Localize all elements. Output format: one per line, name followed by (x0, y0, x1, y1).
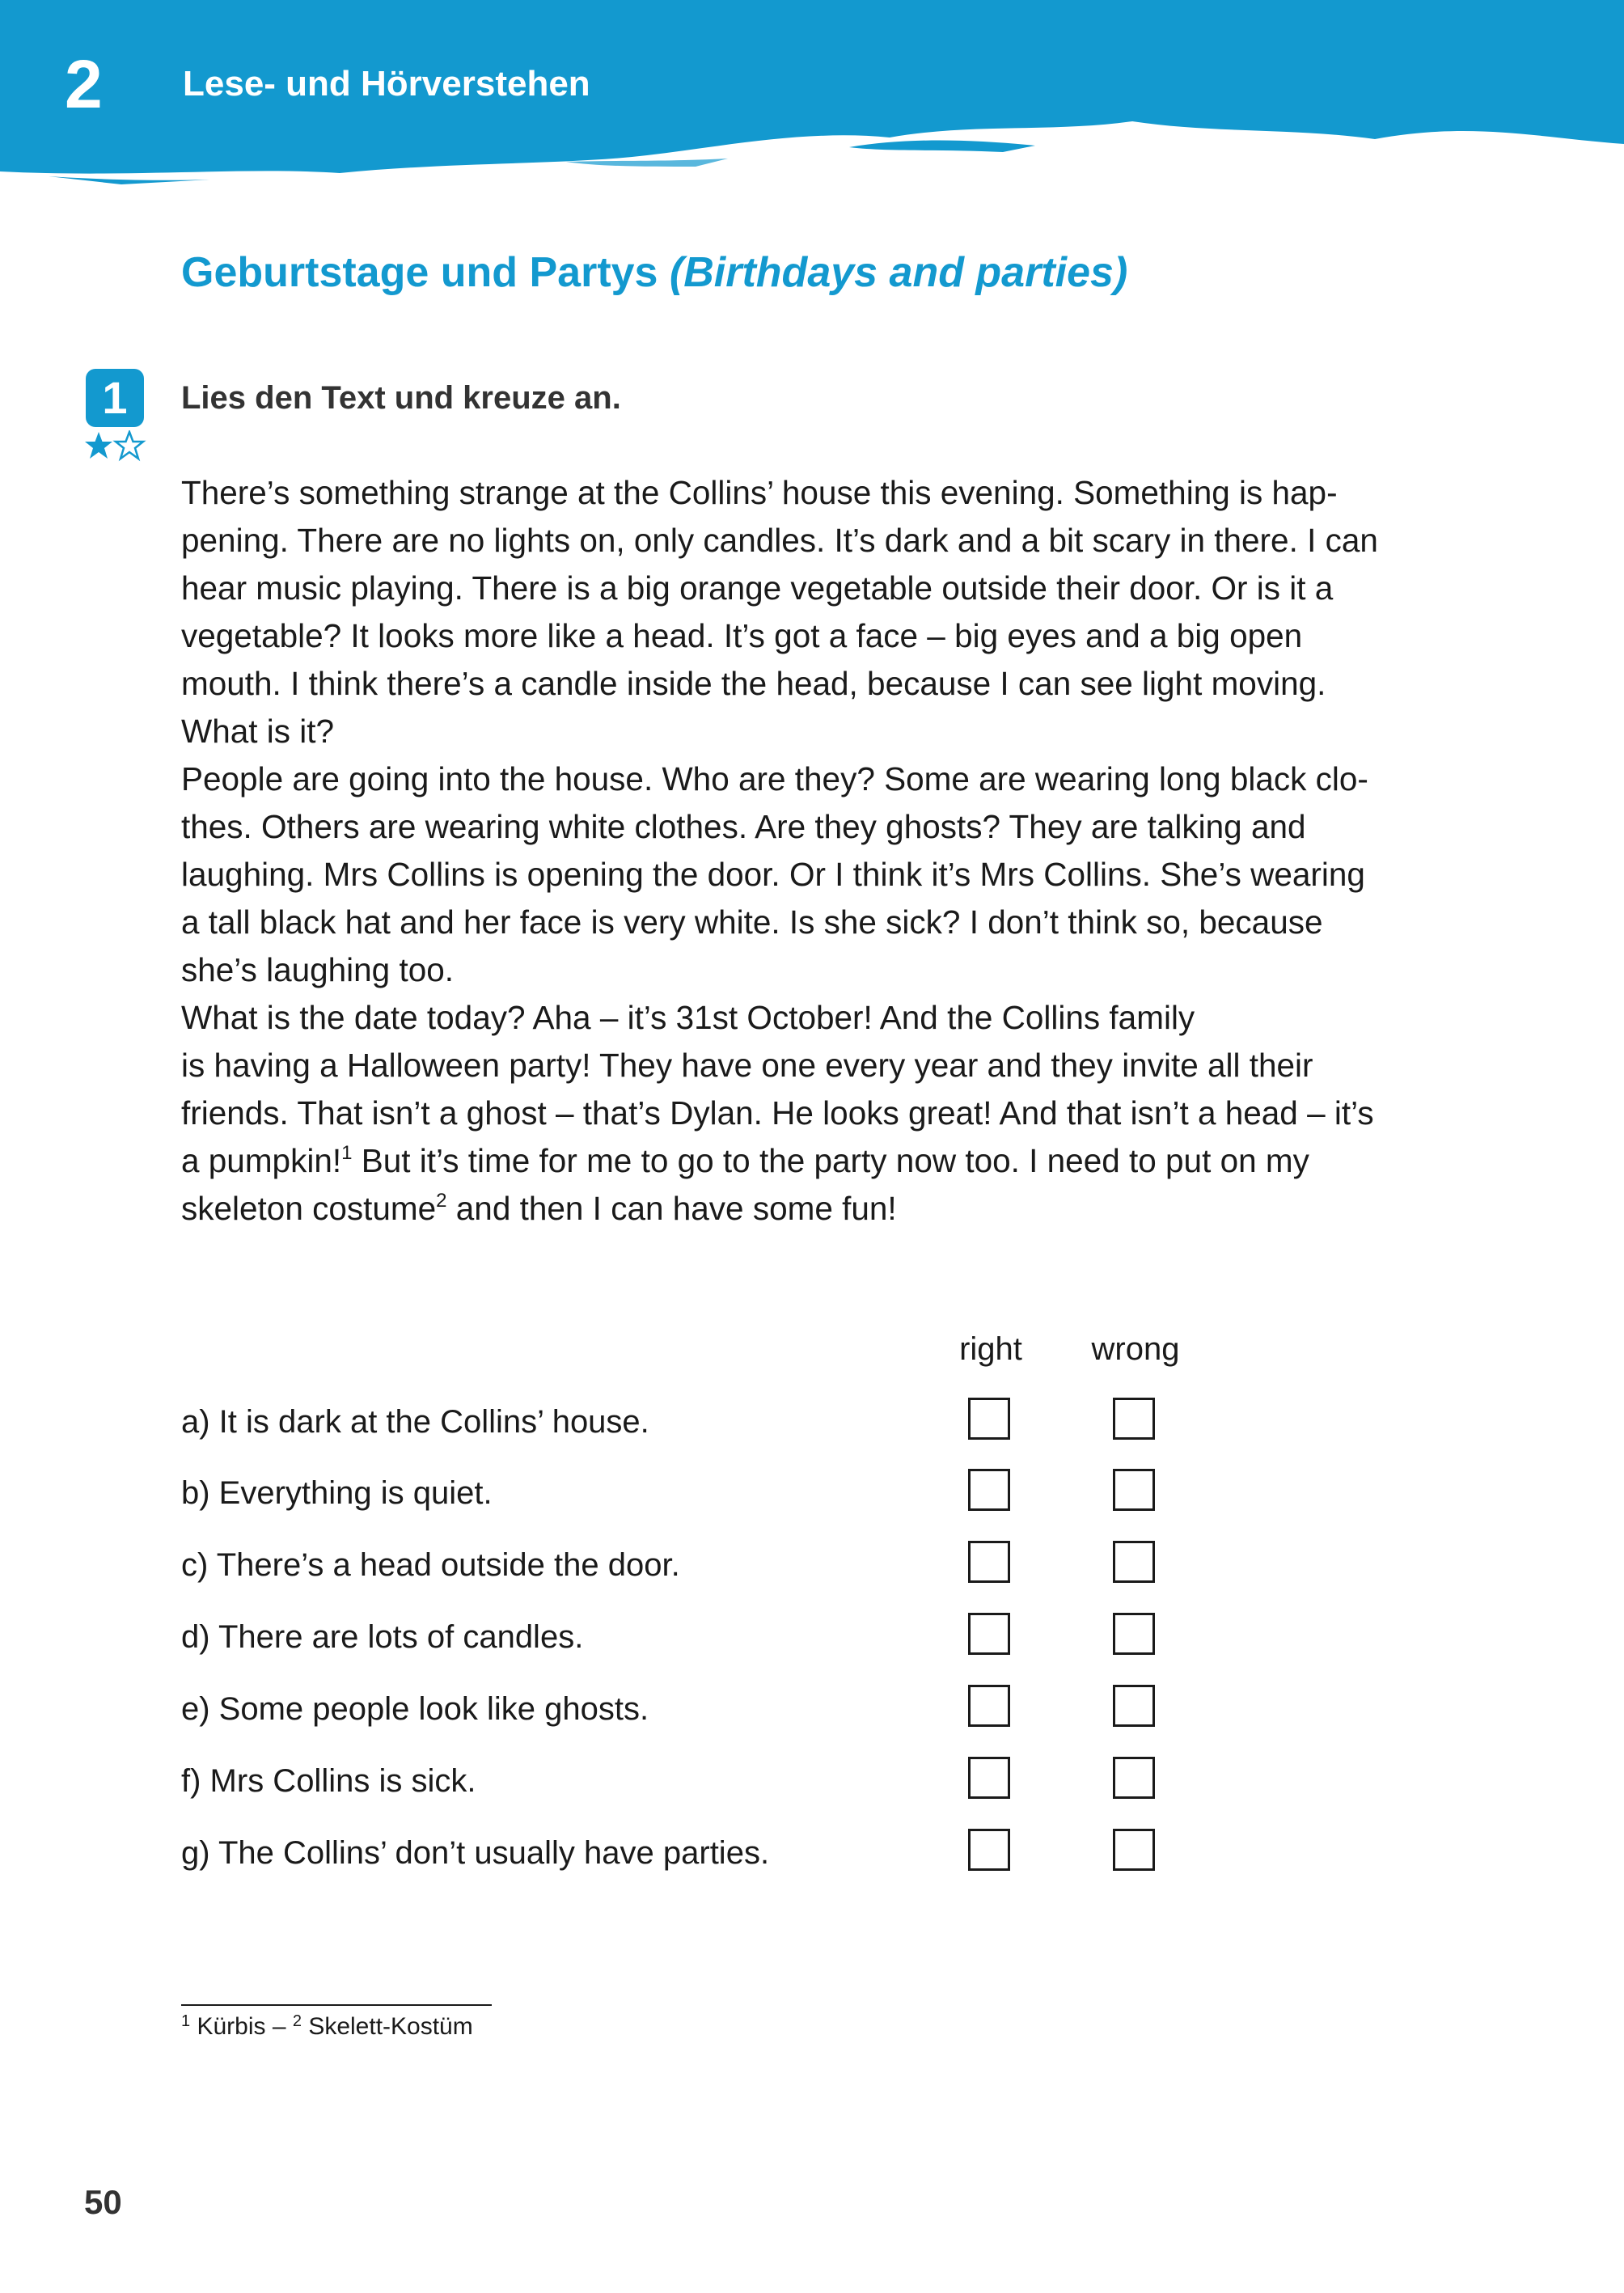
section-title-english: (Birthdays and parties) (669, 249, 1128, 296)
text-line: vegetable? It looks more like a head. It’s got a face – big eyes and a big open (181, 617, 1303, 654)
statement-row-c (181, 1541, 1184, 1589)
footnote-mark-1: 1 (341, 1142, 353, 1164)
checkbox-wrong-f[interactable] (1113, 1757, 1155, 1799)
header-banner (0, 0, 1624, 210)
checkbox-wrong-d[interactable] (1113, 1613, 1155, 1655)
footnote-text: Skelett-Kostüm (301, 2013, 473, 2040)
column-header-right: right (959, 1331, 1022, 1367)
text-line (181, 1137, 1443, 1185)
checkbox-wrong-c[interactable] (1113, 1541, 1155, 1583)
star-outline-icon (116, 432, 143, 459)
checkbox-right-c[interactable] (968, 1541, 1010, 1583)
text-line: What is it? (181, 713, 335, 750)
difficulty-stars (84, 430, 149, 463)
text-line: laughing. Mrs Collins is opening the door. Or I think it’s Mrs Collins. She’s wearing (181, 856, 1365, 893)
text-line (181, 1185, 1443, 1233)
statement-row-f (181, 1757, 1184, 1805)
checkbox-right-b[interactable] (968, 1469, 1010, 1511)
text-line: hear music playing. There is a big orange vegetable outside their door. Or is it a (181, 569, 1334, 607)
text-line: friends. That isn’t a ghost – that’s Dylan. He looks great! And that isn’t a head – it’s (181, 1094, 1374, 1132)
statement-row-d (181, 1613, 1184, 1661)
statement-text: b) Everything is quiet. (181, 1475, 493, 1511)
checkbox-right-d[interactable] (968, 1613, 1010, 1655)
statement-text: d) There are lots of candles. (181, 1619, 584, 1655)
statement-text: g) The Collins’ don’t usually have parties. (181, 1835, 770, 1871)
text-line: There’s something strange at the Collins’ house this evening. Something is hap- (181, 474, 1338, 511)
checkbox-right-g[interactable] (968, 1829, 1010, 1871)
statement-text: c) There’s a head outside the door. (181, 1547, 680, 1583)
checkbox-right-e[interactable] (968, 1685, 1010, 1727)
task-instruction: Lies den Text und kreuze an. (181, 380, 621, 416)
text-fragment: a pumpkin! (181, 1142, 342, 1179)
footnote-divider (181, 2004, 492, 2006)
footnote-mark-2: 2 (436, 1190, 447, 1212)
text-fragment: and then I can have some fun! (446, 1190, 897, 1227)
statement-row-b (181, 1469, 1184, 1517)
section-title (181, 247, 1127, 298)
statement-text: a) It is dark at the Collins’ house. (181, 1404, 649, 1440)
text-line: pening. There are no lights on, only candles. It’s dark and a bit scary in there. I can (181, 522, 1378, 559)
text-line: thes. Others are wearing white clothes. Are they ghosts? They are talking and (181, 808, 1306, 845)
text-line: is having a Halloween party! They have one every year and they invite all their (181, 1047, 1313, 1084)
text-fragment: But it’s time for me to go to the party now too. I need to put on my (352, 1142, 1309, 1179)
checkbox-wrong-a[interactable] (1113, 1398, 1155, 1440)
text-line: she’s laughing too. (181, 951, 455, 988)
text-line: mouth. I think there’s a candle inside the head, because I can see light moving. (181, 665, 1326, 702)
star-filled-icon (85, 432, 112, 459)
page-number: 50 (84, 2183, 122, 2221)
statement-row-e (181, 1685, 1184, 1733)
reading-text (181, 469, 1443, 1233)
statement-row-a (181, 1398, 1184, 1446)
footnote (181, 2012, 473, 2041)
statement-text: e) Some people look like ghosts. (181, 1691, 649, 1727)
section-title-german: Geburtstage und Partys (181, 249, 658, 296)
checkbox-wrong-b[interactable] (1113, 1469, 1155, 1511)
footnote-mark: 2 (292, 2012, 302, 2030)
checkbox-wrong-g[interactable] (1113, 1829, 1155, 1871)
statement-text: f) Mrs Collins is sick. (181, 1763, 476, 1799)
text-line: What is the date today? Aha – it’s 31st October! And the Collins family (181, 999, 1195, 1036)
column-header-wrong: wrong (1091, 1331, 1180, 1367)
text-fragment: skeleton costume (181, 1190, 437, 1227)
statement-row-g (181, 1829, 1184, 1877)
footnote-text: Kürbis – (190, 2013, 293, 2040)
chapter-number: 2 (65, 46, 103, 122)
checkbox-right-a[interactable] (968, 1398, 1010, 1440)
footnote-mark: 1 (181, 2012, 191, 2030)
checkbox-wrong-e[interactable] (1113, 1685, 1155, 1727)
task-number-badge: 1 (86, 369, 144, 427)
text-line: a tall black hat and her face is very white. Is she sick? I don’t think so, because (181, 903, 1323, 941)
text-line: People are going into the house. Who are they? Some are wearing long black clo- (181, 760, 1368, 797)
checkbox-right-f[interactable] (968, 1757, 1010, 1799)
chapter-title: Lese- und Hörverstehen (183, 64, 590, 104)
